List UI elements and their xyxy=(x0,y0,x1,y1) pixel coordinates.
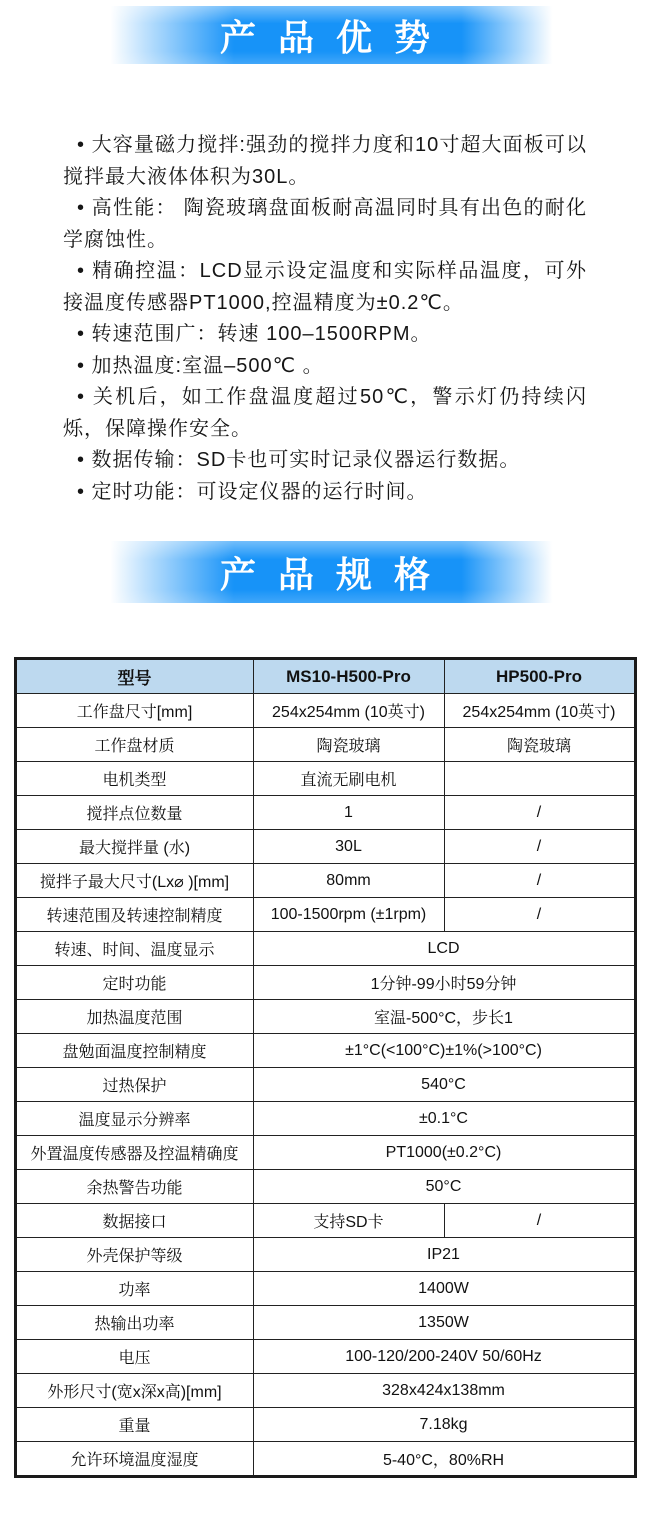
specs-banner xyxy=(0,541,650,603)
spec-label: 定时功能 xyxy=(15,966,253,1000)
spec-label: 温度显示分辨率 xyxy=(15,1102,253,1136)
spec-value: 254x254mm (10英寸) xyxy=(444,694,635,728)
spec-header-hp500: HP500-Pro xyxy=(444,659,635,694)
spec-value: / xyxy=(444,1204,635,1238)
spec-value: 540°C xyxy=(253,1068,635,1102)
spec-header-model: 型号 xyxy=(15,659,253,694)
spec-label: 最大搅拌量 (水) xyxy=(15,830,253,864)
advantage-item: • 精确控温：LCD显示设定温度和实际样品温度，可外接温度传感器PT1000,控温精度为±0.2℃。 xyxy=(63,260,587,314)
spec-label: 搅拌子最大尺寸(Lx⌀ )[mm] xyxy=(15,864,253,898)
spec-value: 支持SD卡 xyxy=(253,1204,444,1238)
spec-row xyxy=(15,1374,635,1408)
spec-row xyxy=(15,762,635,796)
spec-value: ±0.1°C xyxy=(253,1102,635,1136)
spec-row xyxy=(15,864,635,898)
spec-value: 室温-500°C，步长1 xyxy=(253,1000,635,1034)
spec-header-row xyxy=(15,659,635,694)
spec-label: 盘勉面温度控制精度 xyxy=(15,1034,253,1068)
spec-label: 工作盘尺寸[mm] xyxy=(15,694,253,728)
spec-value: LCD xyxy=(253,932,635,966)
spec-label: 外置温度传感器及控温精确度 xyxy=(15,1136,253,1170)
advantages-banner-title: 产品优势 xyxy=(219,16,452,58)
spec-row xyxy=(15,1272,635,1306)
spec-value: 5-40°C，80%RH xyxy=(253,1442,635,1477)
spec-row xyxy=(15,728,635,762)
advantage-item: • 高性能： 陶瓷玻璃盘面板耐高温同时具有出色的耐化学腐蚀性。 xyxy=(63,197,587,251)
spec-label: 数据接口 xyxy=(15,1204,253,1238)
spec-value: / xyxy=(444,898,635,932)
spec-label: 工作盘材质 xyxy=(15,728,253,762)
spec-label: 允许环境温度湿度 xyxy=(15,1442,253,1477)
spec-row xyxy=(15,1408,635,1442)
spec-label: 过热保护 xyxy=(15,1068,253,1102)
spec-label: 外壳保护等级 xyxy=(15,1238,253,1272)
spec-table-body xyxy=(15,694,635,1477)
spec-row xyxy=(15,898,635,932)
spec-label: 电机类型 xyxy=(15,762,253,796)
spec-value: 254x254mm (10英寸) xyxy=(253,694,444,728)
spec-label: 外形尺寸(宽x深x高)[mm] xyxy=(15,1374,253,1408)
spec-row xyxy=(15,1442,635,1477)
spec-row xyxy=(15,1068,635,1102)
spec-row xyxy=(15,830,635,864)
spec-value: 80mm xyxy=(253,864,444,898)
advantages-banner xyxy=(0,6,650,64)
spec-value: / xyxy=(444,864,635,898)
spec-value: PT1000(±0.2°C) xyxy=(253,1136,635,1170)
spec-table xyxy=(14,657,637,1478)
spec-row xyxy=(15,796,635,830)
spec-value: 陶瓷玻璃 xyxy=(444,728,635,762)
spec-label: 余热警告功能 xyxy=(15,1170,253,1204)
spec-value xyxy=(444,762,635,796)
spec-value: / xyxy=(444,830,635,864)
specs-banner-title: 产品规格 xyxy=(219,553,452,595)
spec-value: 直流无刷电机 xyxy=(253,762,444,796)
spec-value: 328x424x138mm xyxy=(253,1374,635,1408)
spec-row xyxy=(15,1102,635,1136)
advantage-item: • 数据传输：SD卡也可实时记录仪器运行数据。 xyxy=(77,449,521,471)
advantage-item: • 大容量磁力搅拌:强劲的搅拌力度和10寸超大面板可以搅拌最大液体体积为30L。 xyxy=(63,134,587,188)
spec-value: 1400W xyxy=(253,1272,635,1306)
spec-label: 重量 xyxy=(15,1408,253,1442)
spec-label: 转速、时间、温度显示 xyxy=(15,932,253,966)
advantage-item: • 转速范围广：转速 100–1500RPM。 xyxy=(77,323,432,345)
spec-value: 陶瓷玻璃 xyxy=(253,728,444,762)
spec-row xyxy=(15,1340,635,1374)
advantage-item: • 关机后，如工作盘温度超过50℃，警示灯仍持续闪烁，保障操作安全。 xyxy=(63,386,587,440)
spec-value: IP21 xyxy=(253,1238,635,1272)
spec-row xyxy=(15,1000,635,1034)
spec-label: 加热温度范围 xyxy=(15,1000,253,1034)
spec-row xyxy=(15,1136,635,1170)
spec-label: 搅拌点位数量 xyxy=(15,796,253,830)
spec-label: 热输出功率 xyxy=(15,1306,253,1340)
spec-value: 7.18kg xyxy=(253,1408,635,1442)
spec-value: 30L xyxy=(253,830,444,864)
spec-value: 100-1500rpm (±1rpm) xyxy=(253,898,444,932)
spec-row xyxy=(15,694,635,728)
spec-row xyxy=(15,1034,635,1068)
spec-value: 50°C xyxy=(253,1170,635,1204)
advantage-list xyxy=(63,130,587,508)
spec-label: 转速范围及转速控制精度 xyxy=(15,898,253,932)
spec-value: / xyxy=(444,796,635,830)
spec-value: 1 xyxy=(253,796,444,830)
spec-row xyxy=(15,1238,635,1272)
spec-label: 电压 xyxy=(15,1340,253,1374)
advantage-item: • 定时功能：可设定仪器的运行时间。 xyxy=(77,480,428,503)
spec-row xyxy=(15,932,635,966)
advantage-item: • 加热温度:室温–500℃ 。 xyxy=(77,354,324,377)
spec-row xyxy=(15,966,635,1000)
spec-header-ms10: MS10-H500-Pro xyxy=(253,659,444,694)
spec-value: ±1°C(<100°C)±1%(>100°C) xyxy=(253,1034,635,1068)
spec-row xyxy=(15,1204,635,1238)
spec-label: 功率 xyxy=(15,1272,253,1306)
spec-value: 100-120/200-240V 50/60Hz xyxy=(253,1340,635,1374)
spec-value: 1分钟-99小时59分钟 xyxy=(253,966,635,1000)
spec-value: 1350W xyxy=(253,1306,635,1340)
spec-row xyxy=(15,1306,635,1340)
spec-row xyxy=(15,1170,635,1204)
